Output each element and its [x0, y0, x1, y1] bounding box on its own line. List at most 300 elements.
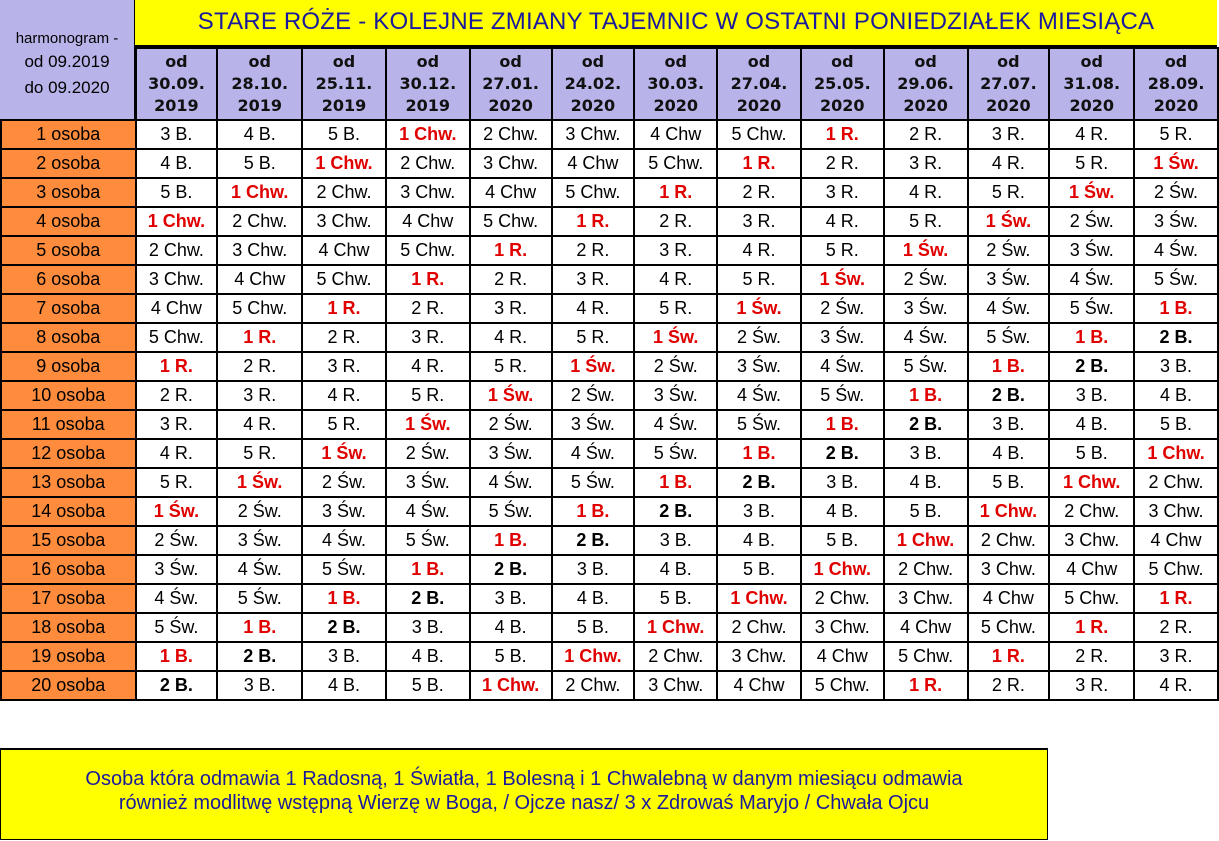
row-label: 5 osoba — [1, 236, 136, 265]
mystery-cell: 2 Św. — [801, 294, 884, 323]
mystery-cell: 4 Św. — [386, 497, 470, 526]
mystery-cell: 1 Św. — [634, 323, 717, 352]
mystery-cell: 4 Św. — [634, 410, 717, 439]
mystery-cell: 4 R. — [1049, 120, 1134, 149]
mystery-cell: 4 R. — [386, 352, 470, 381]
column-header-date: 30.03. — [647, 74, 705, 93]
mystery-cell: 3 Chw. — [1134, 497, 1218, 526]
mystery-cell: 2 B. — [217, 642, 302, 671]
mystery-cell: 5 B. — [386, 671, 470, 700]
mystery-cell: 5 B. — [470, 642, 552, 671]
mystery-cell: 3 B. — [717, 497, 801, 526]
column-header-date — [386, 48, 470, 120]
mystery-cell: 1 Św. — [801, 265, 884, 294]
mystery-cell: 2 Chw. — [634, 642, 717, 671]
column-header-date — [884, 48, 968, 120]
mystery-cell: 3 R. — [1049, 671, 1134, 700]
mystery-cell: 4 B. — [386, 642, 470, 671]
mystery-cell: 3 B. — [552, 555, 635, 584]
mystery-cell: 4 R. — [136, 439, 218, 468]
mystery-cell: 5 Chw. — [1049, 584, 1134, 613]
column-header-year: 2020 — [986, 96, 1031, 115]
table-row — [1, 120, 1218, 149]
mystery-cell: 3 B. — [634, 526, 717, 555]
mystery-cell: 3 Św. — [552, 410, 635, 439]
table-row — [1, 410, 1218, 439]
mystery-cell: 4 Św. — [217, 555, 302, 584]
mystery-cell: 3 Chw. — [470, 149, 552, 178]
mystery-cell: 4 R. — [801, 207, 884, 236]
mystery-cell: 1 R. — [634, 178, 717, 207]
row-label: 3 osoba — [1, 178, 136, 207]
column-header-od: od — [416, 52, 440, 71]
mystery-cell: 5 Chw. — [884, 642, 968, 671]
schedule-label: harmonogram - — [15, 30, 119, 47]
mystery-cell: 2 B. — [302, 613, 386, 642]
mystery-cell: 3 Św. — [217, 526, 302, 555]
mystery-cell: 1 Św. — [1049, 178, 1134, 207]
table-row — [1, 584, 1218, 613]
mystery-cell: 4 R. — [217, 410, 302, 439]
mystery-cell: 2 R. — [634, 207, 717, 236]
table-header-row — [1, 48, 1218, 120]
column-header-date: 30.12. — [399, 74, 457, 93]
mystery-cell: 2 R. — [801, 149, 884, 178]
mystery-cell: 1 Chw. — [968, 497, 1050, 526]
table-row — [1, 236, 1218, 265]
mystery-cell: 5 B. — [1049, 439, 1134, 468]
mystery-cell: 3 Chw. — [302, 207, 386, 236]
mystery-cell: 5 B. — [302, 120, 386, 149]
mystery-cell: 2 B. — [1049, 352, 1134, 381]
mystery-cell: 3 B. — [217, 671, 302, 700]
row-label: 4 osoba — [1, 207, 136, 236]
mystery-cell: 3 Św. — [136, 555, 218, 584]
mystery-cell: 5 Chw. — [717, 120, 801, 149]
mystery-cell: 4 Chw — [552, 149, 635, 178]
mystery-cell: 1 B. — [552, 497, 635, 526]
column-header-date: 25.11. — [315, 74, 373, 93]
mystery-cell: 4 Chw — [634, 120, 717, 149]
mystery-cell: 4 B. — [884, 468, 968, 497]
mystery-cell: 1 B. — [386, 555, 470, 584]
mystery-cell: 4 Św. — [302, 526, 386, 555]
column-header-date: 31.08. — [1063, 74, 1121, 93]
mystery-cell: 5 B. — [884, 497, 968, 526]
mystery-cell: 2 R. — [386, 294, 470, 323]
mystery-cell: 5 R. — [217, 439, 302, 468]
mystery-cell: 1 R. — [217, 323, 302, 352]
mystery-cell: 4 Chw — [470, 178, 552, 207]
page-title: STARE RÓŻE - KOLEJNE ZMIANY TAJEMNIC W OSTATNI PONIEDZIAŁEK MIESIĄCA — [135, 0, 1217, 47]
mystery-cell: 4 R. — [634, 265, 717, 294]
mystery-cell: 4 B. — [1049, 410, 1134, 439]
column-header-date — [634, 48, 717, 120]
mystery-cell: 2 R. — [884, 120, 968, 149]
row-label: 9 osoba — [1, 352, 136, 381]
mystery-cell: 1 Chw. — [552, 642, 635, 671]
mystery-cell: 1 B. — [634, 468, 717, 497]
mystery-cell: 2 Św. — [884, 265, 968, 294]
mystery-cell: 4 Św. — [717, 381, 801, 410]
mystery-cell: 2 R. — [470, 265, 552, 294]
table-row — [1, 526, 1218, 555]
mystery-cell: 4 Chw — [217, 265, 302, 294]
mystery-cell: 1 B. — [302, 584, 386, 613]
mystery-cell: 5 Chw. — [136, 323, 218, 352]
mystery-cell: 2 B. — [386, 584, 470, 613]
mystery-cell: 2 Chw. — [470, 120, 552, 149]
column-header-od: od — [248, 52, 271, 71]
mystery-cell: 5 Św. — [968, 323, 1050, 352]
mystery-cell: 5 Chw. — [968, 613, 1050, 642]
mystery-cell: 1 R. — [386, 265, 470, 294]
mystery-cell: 2 Chw. — [302, 178, 386, 207]
mystery-cell: 5 Św. — [386, 526, 470, 555]
mystery-cell: 3 B. — [470, 584, 552, 613]
mystery-cell: 2 Chw. — [386, 149, 470, 178]
mystery-cell: 1 R. — [801, 120, 884, 149]
mystery-cell: 5 R. — [801, 236, 884, 265]
mystery-cell: 2 R. — [217, 352, 302, 381]
mystery-cell: 3 B. — [884, 439, 968, 468]
mystery-cell: 5 Chw. — [1134, 555, 1218, 584]
mystery-cell: 3 R. — [717, 207, 801, 236]
mystery-cell: 5 Chw. — [470, 207, 552, 236]
mystery-cell: 3 Chw. — [801, 613, 884, 642]
column-header-date — [1134, 48, 1218, 120]
mystery-cell: 2 B. — [968, 381, 1050, 410]
mystery-cell: 3 Chw. — [968, 555, 1050, 584]
mystery-cell: 1 Chw. — [136, 207, 218, 236]
mystery-cell: 4 Chw — [884, 613, 968, 642]
mystery-cell: 2 Św. — [136, 526, 218, 555]
mystery-cell: 2 R. — [552, 236, 635, 265]
mystery-cell: 3 B. — [302, 642, 386, 671]
table-row — [1, 265, 1218, 294]
mystery-cell: 3 B. — [136, 120, 218, 149]
mystery-cell: 3 R. — [136, 410, 218, 439]
mystery-cell: 4 Chw — [1049, 555, 1134, 584]
mystery-cell: 3 Chw. — [634, 671, 717, 700]
mystery-cell: 3 Św. — [302, 497, 386, 526]
column-header-year: 2019 — [154, 96, 199, 115]
mystery-cell: 1 Chw. — [386, 120, 470, 149]
mystery-cell: 3 Św. — [1049, 236, 1134, 265]
column-header-date — [136, 48, 218, 120]
table-row — [1, 497, 1218, 526]
mystery-cell: 5 Św. — [302, 555, 386, 584]
column-header-date: 27.07. — [980, 74, 1037, 93]
mystery-cell: 4 R. — [552, 294, 635, 323]
column-header-date — [1049, 48, 1134, 120]
mystery-cell: 4 Św. — [801, 352, 884, 381]
mystery-cell: 2 Chw. — [968, 526, 1050, 555]
mystery-cell: 3 R. — [386, 323, 470, 352]
mystery-cell: 1 B. — [801, 410, 884, 439]
mystery-cell: 2 Chw. — [801, 584, 884, 613]
mystery-cell: 2 Chw. — [1049, 497, 1134, 526]
column-header-year: 2019 — [405, 96, 451, 115]
mystery-cell: 4 Św. — [470, 468, 552, 497]
mystery-cell: 1 R. — [552, 207, 635, 236]
mystery-cell: 4 B. — [302, 671, 386, 700]
mystery-cell: 4 Chw — [386, 207, 470, 236]
row-label: 1 osoba — [1, 120, 136, 149]
mystery-cell: 4 Chw — [136, 294, 218, 323]
mystery-cell: 5 R. — [136, 468, 218, 497]
mystery-cell: 3 B. — [801, 468, 884, 497]
mystery-cell: 5 R. — [302, 410, 386, 439]
mystery-cell: 2 Św. — [217, 497, 302, 526]
mystery-cell: 2 B. — [470, 555, 552, 584]
mystery-cell: 5 R. — [1134, 120, 1218, 149]
column-header-date — [968, 48, 1050, 120]
mystery-cell: 3 Chw. — [217, 236, 302, 265]
mystery-cell: 3 Św. — [801, 323, 884, 352]
mystery-cell: 1 R. — [717, 149, 801, 178]
column-header-date — [552, 48, 635, 120]
row-label: 17 osoba — [1, 584, 136, 613]
mystery-cell: 2 B. — [801, 439, 884, 468]
mystery-cell: 4 B. — [217, 120, 302, 149]
column-header-od: od — [332, 52, 356, 71]
mystery-cell: 1 B. — [217, 613, 302, 642]
mystery-cell: 2 R. — [1134, 613, 1218, 642]
mystery-cell: 2 R. — [302, 323, 386, 352]
schedule-table — [0, 47, 1219, 701]
column-header-year: 2019 — [237, 96, 282, 115]
mystery-cell: 3 R. — [217, 381, 302, 410]
mystery-cell: 2 Chw. — [136, 236, 218, 265]
mystery-cell: 3 Św. — [717, 352, 801, 381]
mystery-cell: 2 Św. — [552, 381, 635, 410]
mystery-cell: 3 R. — [884, 149, 968, 178]
mystery-cell: 5 Chw. — [386, 236, 470, 265]
mystery-cell: 1 Św. — [217, 468, 302, 497]
mystery-cell: 3 Św. — [968, 265, 1050, 294]
mystery-cell: 5 Św. — [217, 584, 302, 613]
mystery-cell: 4 B. — [801, 497, 884, 526]
mystery-cell: 4 R. — [968, 149, 1050, 178]
mystery-cell: 5 B. — [1134, 410, 1218, 439]
mystery-cell: 5 R. — [634, 294, 717, 323]
mystery-cell: 3 R. — [470, 294, 552, 323]
column-header-date — [470, 48, 552, 120]
mystery-cell: 3 R. — [302, 352, 386, 381]
mystery-cell: 2 Chw. — [884, 555, 968, 584]
column-header-year: 2020 — [1153, 96, 1199, 115]
mystery-cell: 1 Chw. — [470, 671, 552, 700]
mystery-cell: 1 R. — [470, 236, 552, 265]
row-label: 2 osoba — [1, 149, 136, 178]
mystery-cell: 1 B. — [136, 642, 218, 671]
mystery-cell: 4 Św. — [552, 439, 635, 468]
mystery-cell: 4 B. — [136, 149, 218, 178]
column-header-date — [717, 48, 801, 120]
column-header-od: od — [165, 52, 188, 71]
row-label: 18 osoba — [1, 613, 136, 642]
column-header-date — [302, 48, 386, 120]
mystery-cell: 4 R. — [302, 381, 386, 410]
mystery-cell: 3 Św. — [470, 439, 552, 468]
mystery-cell: 1 Chw. — [1134, 439, 1218, 468]
mystery-cell: 5 R. — [470, 352, 552, 381]
mystery-cell: 3 Chw. — [1049, 526, 1134, 555]
mystery-cell: 1 Św. — [968, 207, 1050, 236]
mystery-cell: 4 Św. — [1049, 265, 1134, 294]
mystery-cell: 2 Św. — [470, 410, 552, 439]
mystery-cell: 5 B. — [717, 555, 801, 584]
mystery-cell: 3 B. — [968, 410, 1050, 439]
column-header-year: 2020 — [653, 96, 698, 115]
footer-note-line-2: również modlitwę wstępną Wierzę w Boga, / Ojcze nasz/ 3 x Zdrowaś Maryjo / Chwała Ojcu — [118, 792, 930, 814]
mystery-cell: 5 Św. — [801, 381, 884, 410]
column-header-date: 28.10. — [231, 74, 289, 93]
mystery-cell: 2 Chw. — [1134, 468, 1218, 497]
mystery-cell: 1 Św. — [552, 352, 635, 381]
mystery-cell: 1 Chw. — [801, 555, 884, 584]
mystery-cell: 1 B. — [717, 439, 801, 468]
period-start: od 09.2019 — [24, 52, 110, 71]
column-header-year: 2020 — [903, 96, 948, 115]
mystery-cell: 2 Chw. — [552, 671, 635, 700]
table-row — [1, 439, 1218, 468]
column-header-year: 2020 — [570, 96, 616, 115]
mystery-cell: 1 R. — [884, 671, 968, 700]
row-label: 7 osoba — [1, 294, 136, 323]
mystery-cell: 4 B. — [1134, 381, 1218, 410]
mystery-cell: 5 R. — [552, 323, 635, 352]
column-header-year: 2019 — [321, 96, 367, 115]
period-end: do 09.2020 — [24, 78, 110, 97]
mystery-cell: 5 B. — [552, 613, 635, 642]
table-row — [1, 294, 1218, 323]
table-row — [1, 207, 1218, 236]
mystery-cell: 2 R. — [1049, 642, 1134, 671]
mystery-cell: 3 B. — [1049, 381, 1134, 410]
column-header-od: od — [581, 52, 605, 71]
mystery-cell: 5 R. — [968, 178, 1050, 207]
mystery-cell: 3 Chw. — [717, 642, 801, 671]
mystery-cell: 4 Chw — [302, 236, 386, 265]
table-row — [1, 468, 1218, 497]
mystery-cell: 2 Św. — [717, 323, 801, 352]
mystery-cell: 2 B. — [634, 497, 717, 526]
column-header-year: 2020 — [820, 96, 865, 115]
table-row — [1, 352, 1218, 381]
mystery-cell: 2 B. — [136, 671, 218, 700]
column-header-od: od — [997, 52, 1020, 71]
mystery-cell: 4 B. — [470, 613, 552, 642]
mystery-cell: 4 Chw — [968, 584, 1050, 613]
mystery-cell: 5 B. — [217, 149, 302, 178]
table-row — [1, 381, 1218, 410]
mystery-cell: 5 Św. — [717, 410, 801, 439]
mystery-cell: 4 R. — [717, 236, 801, 265]
column-header-od: od — [747, 52, 771, 71]
row-label: 12 osoba — [1, 439, 136, 468]
row-label: 6 osoba — [1, 265, 136, 294]
mystery-cell: 3 R. — [552, 265, 635, 294]
column-header-date: 24.02. — [564, 74, 622, 93]
mystery-cell: 2 Chw. — [717, 613, 801, 642]
mystery-cell: 5 Chw. — [217, 294, 302, 323]
column-header-date: 27.01. — [482, 74, 539, 93]
mystery-cell: 1 Chw. — [302, 149, 386, 178]
mystery-cell: 4 R. — [1134, 671, 1218, 700]
mystery-cell: 5 B. — [634, 584, 717, 613]
mystery-cell: 4 Chw — [1134, 526, 1218, 555]
row-label: 15 osoba — [1, 526, 136, 555]
mystery-cell: 3 Św. — [1134, 207, 1218, 236]
mystery-cell: 3 B. — [386, 613, 470, 642]
row-label: 11 osoba — [1, 410, 136, 439]
mystery-cell: 1 Św. — [386, 410, 470, 439]
mystery-cell: 4 Św. — [884, 323, 968, 352]
mystery-cell: 5 Św. — [470, 497, 552, 526]
column-header-date: 30.09. — [148, 74, 205, 93]
mystery-cell: 5 Św. — [552, 468, 635, 497]
table-row — [1, 323, 1218, 352]
mystery-cell: 5 Św. — [634, 439, 717, 468]
footer-note-line-1: Osoba która odmawia 1 Radosną, 1 Światła, 1 Bolesną i 1 Chwalebną w danym miesiącu odmawia — [85, 768, 963, 790]
mystery-cell: 2 Św. — [1049, 207, 1134, 236]
table-row — [1, 555, 1218, 584]
mystery-cell: 3 R. — [801, 178, 884, 207]
mystery-cell: 4 Św. — [968, 294, 1050, 323]
mystery-cell: 1 Św. — [470, 381, 552, 410]
mystery-cell: 5 Św. — [1134, 265, 1218, 294]
mystery-cell: 4 Chw — [717, 671, 801, 700]
mystery-cell: 3 B. — [1134, 352, 1218, 381]
mystery-cell: 4 Św. — [136, 584, 218, 613]
mystery-cell: 1 Chw. — [884, 526, 968, 555]
column-header-date: 29.06. — [897, 74, 954, 93]
table-row — [1, 642, 1218, 671]
column-header-od: od — [831, 52, 854, 71]
mystery-cell: 2 Św. — [968, 236, 1050, 265]
mystery-cell: 3 R. — [634, 236, 717, 265]
mystery-cell: 4 R. — [470, 323, 552, 352]
table-row — [1, 149, 1218, 178]
mystery-cell: 1 Św. — [1134, 149, 1218, 178]
mystery-cell: 4 Chw — [801, 642, 884, 671]
mystery-cell: 2 B. — [552, 526, 635, 555]
mystery-cell: 5 Chw. — [801, 671, 884, 700]
mystery-cell: 3 Św. — [386, 468, 470, 497]
mystery-cell: 2 Św. — [386, 439, 470, 468]
mystery-cell: 3 Chw. — [552, 120, 635, 149]
column-header-year: 2020 — [1069, 96, 1114, 115]
mystery-cell: 3 Chw. — [136, 265, 218, 294]
mystery-cell: 1 R. — [1134, 584, 1218, 613]
mystery-cell: 1 B. — [884, 381, 968, 410]
mystery-cell: 4 R. — [884, 178, 968, 207]
mystery-cell: 3 Św. — [634, 381, 717, 410]
mystery-cell: 1 B. — [1134, 294, 1218, 323]
mystery-cell: 1 B. — [968, 352, 1050, 381]
mystery-cell: 2 Św. — [302, 468, 386, 497]
mystery-cell: 3 R. — [1134, 642, 1218, 671]
mystery-cell: 4 B. — [552, 584, 635, 613]
column-header-date: 27.04. — [730, 74, 788, 93]
mystery-cell: 1 Św. — [717, 294, 801, 323]
mystery-cell: 1 Chw. — [717, 584, 801, 613]
mystery-cell: 1 R. — [968, 642, 1050, 671]
mystery-cell: 4 B. — [717, 526, 801, 555]
mystery-cell: 4 Św. — [1134, 236, 1218, 265]
